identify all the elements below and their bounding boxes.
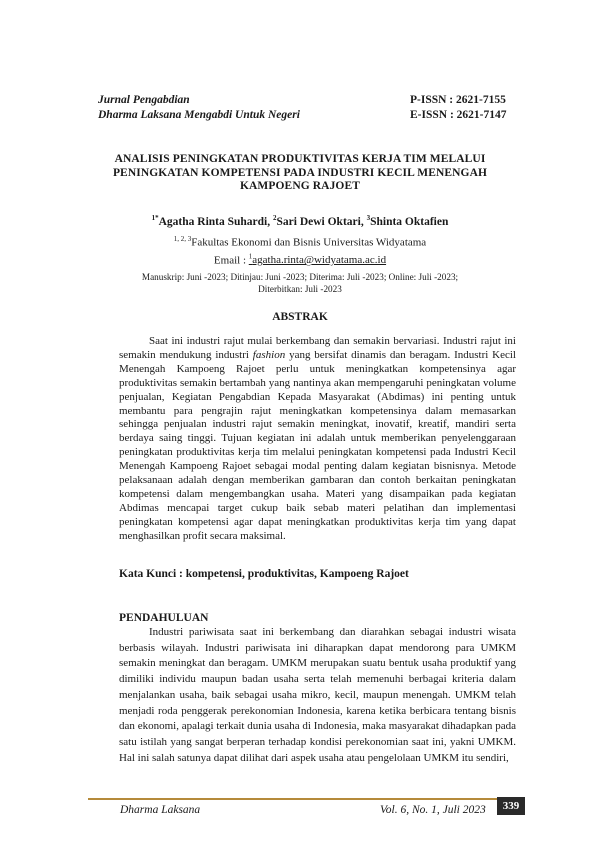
body-paragraph: Industri pariwisata saat ini berkembang dan diarahkan sebagai industri wisata berbasis wilayah. Industri pariwisata ini diharapkan dapat mendorong para UMKM semakin meningkat dan beragam. UMKM merupakan suatu bentuk usaha produktif yang dimiliki individu maupun badan usaha serta telah memenuhi berbagai kriteria dalam menjalankan usaha, baik sebagai usaha mikro, kecil, maupun menengah. UMKM telah menjadi roda penggerak perekonomian Indonesia, karena ketika berbicara tentang bisnis dan ekonomi, apalagi terkait dunia usaha di Indonesia, maka masyarakat dihadapkan pada satu istilah yang sangat berperan terhadap kondisi perekonomian saat ini, yakni UMKM. Hal ini salah satunya dapat dilihat dari aspek usaha atau pengelolaan UMKM itu sendiri, xyxy=(119,626,516,764)
abstract-paragraph xyxy=(119,335,516,544)
author-name: Shinta Oktafien xyxy=(370,215,449,228)
section-heading: PENDAHULUAN xyxy=(119,612,209,624)
affiliation-text: Fakultas Ekonomi dan Bisnis Universitas Widyatama xyxy=(191,236,427,249)
affiliation xyxy=(90,232,510,267)
keywords: Kata Kunci : kompetensi, produktivitas, Kampoeng Rajoet xyxy=(119,568,409,580)
section-body xyxy=(119,625,516,766)
title-line: PENINGKATAN KOMPETENSI PADA INDUSTRI KECIL MENENGAH xyxy=(112,166,488,179)
e-issn: E-ISSN : 2621-7147 xyxy=(410,109,507,121)
footer-rule xyxy=(88,798,512,800)
journal-subtitle: Dharma Laksana Mengabdi Untuk Negeri xyxy=(98,109,300,121)
title-line: ANALISIS PENINGKATAN PRODUKTIVITAS KERJA TIM MELALUI xyxy=(114,153,486,165)
email-link[interactable] xyxy=(249,254,386,266)
dates-line: Diterbitkan: Juli -2023 xyxy=(258,283,342,294)
author-marker: 3 xyxy=(366,214,371,222)
abstract-body xyxy=(119,335,516,544)
abstract-text: Saat ini industri rajut mulai berkembang dan semakin bervariasi. Industri rajut ini semakin mendukung industri xyxy=(119,335,516,361)
author-marker: 2 xyxy=(273,214,277,222)
issn-block xyxy=(410,93,506,123)
paper-title xyxy=(90,153,510,194)
manuscript-dates xyxy=(88,272,512,295)
footer-volume: Vol. 6, No. 1, Juli 2023 xyxy=(380,804,486,816)
affiliation-marker: 1, 2, 3 xyxy=(173,235,192,243)
abstract-text: yang bersifat dinamis dan beragam. Industri Kecil Menengah Kampoeng Rajoet perlu untuk meningkatkan kompetensinya agar produktivitas semakin bertambah yang nantinya akan mempengaruhi peningkatan volume penjualan, Kegiatan Pengabdian Kepada Masyarakat (Abdimas) ini penting untuk membantu para pengrajin rajut meningkatkan kompetensinya dalam memasarkan sehingga penjualan industri rajut semakin meningkat, inovatif, kreatif, mandiri serta berdaya saing tinggi. Tujuan kegiatan ini adalah untuk memberikan penyelenggaraan peningkatan produktivitas kerja tim melalui peningkatan kompetensi pada Industri Kecil Menengah Kampoeng Rajoet sebagai modal penting dalam kegiatan bisnisnya. Metode pelaksanaan adalah dengan memberikan gambaran dan contoh berkaitan peningkatan kompetensi dalam mengembangkan usaha. Materi yang disampaikan pada kegiatan Abdimas mencapai target cukup baik sebab materi pelatihan dan implementasi peningkatan kompetensi agar dapat meningkatkan produktivitas kerja tim yang dapat menghasilkan profit secara maksimal. xyxy=(119,348,516,542)
author-name: Agatha Rinta Suhardi, xyxy=(158,215,273,228)
abstract-italic-term: fashion xyxy=(252,348,286,361)
journal-header xyxy=(98,93,300,123)
email-label: Email : xyxy=(213,254,249,267)
footer-journal: Dharma Laksana xyxy=(120,804,201,816)
author-list xyxy=(90,214,510,228)
dates-line: Manuskrip: Juni -2023; Ditinjau: Juni -2023; Diterima: Juli -2023; Online: Juli -2023; xyxy=(141,272,459,282)
title-line: KAMPOENG RAJOET xyxy=(239,180,360,192)
author-marker: 1* xyxy=(151,214,159,222)
email-marker: 1 xyxy=(248,252,253,261)
p-issn: P-ISSN : 2621-7155 xyxy=(410,94,506,106)
email-address: agatha.rinta@widyatama.ac.id xyxy=(252,254,387,267)
page-number: 339 xyxy=(497,797,525,815)
abstract-heading: ABSTRAK xyxy=(272,311,328,323)
journal-name: Jurnal Pengabdian xyxy=(98,94,190,106)
author-name: Sari Dewi Oktari, xyxy=(276,215,367,228)
